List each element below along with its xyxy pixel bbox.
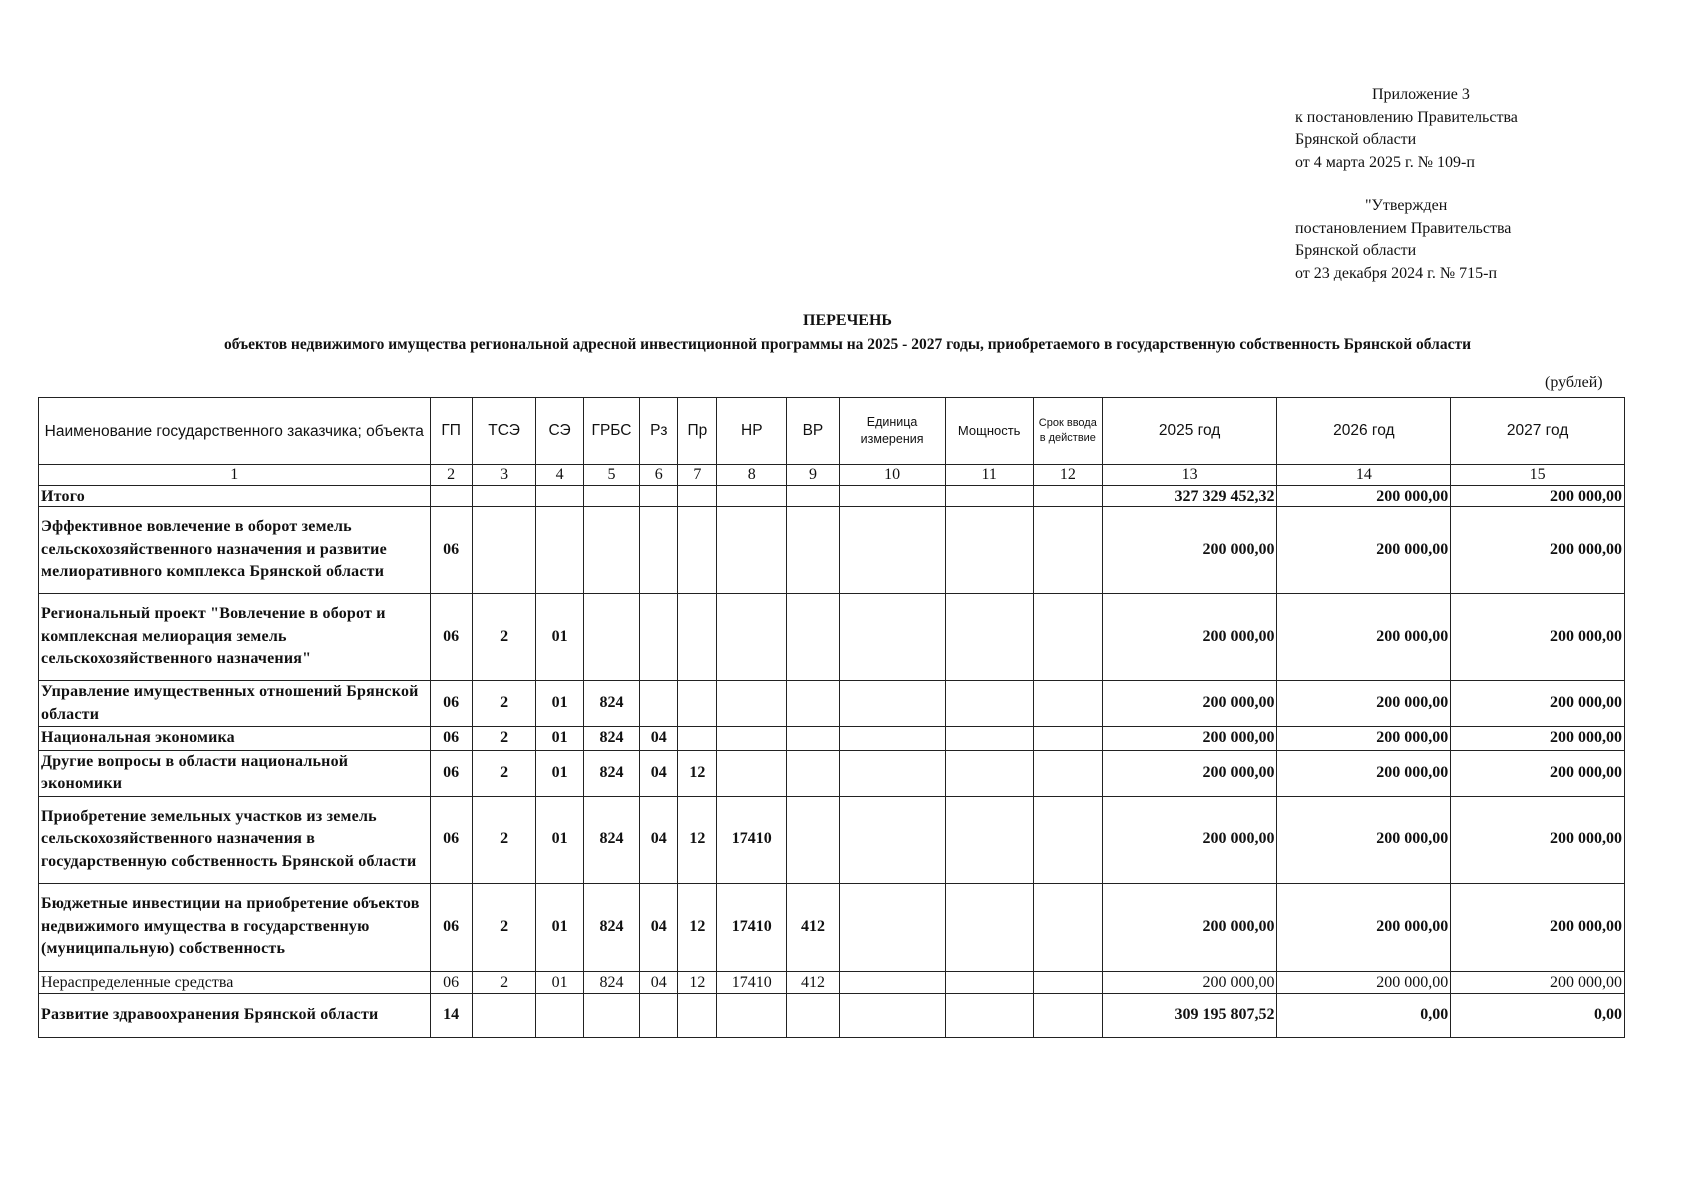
cell-nr	[717, 750, 787, 796]
cell-grbs: 824	[583, 971, 640, 993]
cell-se: 01	[536, 883, 583, 971]
document-title: ПЕРЕЧЕНЬ	[803, 312, 892, 329]
cell-name: Другие вопросы в области национальной экономики	[39, 750, 431, 796]
cell-y2025: 200 000,00	[1102, 883, 1277, 971]
cell-rz	[640, 681, 678, 727]
header-nr: НР	[717, 398, 787, 465]
cell-y2026: 200 000,00	[1277, 681, 1451, 727]
cell-se: 01	[536, 971, 583, 993]
approval-line: от 23 декабря 2024 г. № 715-п	[1295, 264, 1498, 282]
cell-gp: 06	[430, 727, 472, 751]
document-subtitle: объектов недвижимого имущества региональной адресной инвестиционной программы на 2025 - 2027 годы, приобретаемого в государственную собственность Брянской области	[223, 336, 1472, 353]
cell-name: Итого	[39, 486, 431, 507]
cell-y2027: 200 000,00	[1451, 971, 1625, 993]
cell-nr: 17410	[717, 883, 787, 971]
cell-pr	[678, 993, 717, 1037]
cell-y2026: 200 000,00	[1277, 883, 1451, 971]
header-rz: Рз	[640, 398, 678, 465]
cell-tse: 2	[472, 594, 536, 681]
cell-gp: 06	[430, 750, 472, 796]
cell-grbs: 824	[583, 750, 640, 796]
cell-pr	[678, 486, 717, 507]
cell-y2026: 200 000,00	[1277, 727, 1451, 751]
table-row	[39, 883, 1625, 971]
cell-vr	[787, 486, 839, 507]
cell-vr	[787, 681, 839, 727]
cell-capacity	[945, 993, 1033, 1037]
cell-y2025: 200 000,00	[1102, 750, 1277, 796]
cell-y2026: 200 000,00	[1277, 486, 1451, 507]
cell-unit	[839, 796, 945, 883]
cell-name: Бюджетные инвестиции на приобретение объектов недвижимого имущества в государственную (муниципальную) собственность	[39, 883, 431, 971]
cell-vr	[787, 507, 839, 594]
cell-rz: 04	[640, 796, 678, 883]
cell-gp	[430, 486, 472, 507]
cell-y2026: 200 000,00	[1277, 507, 1451, 594]
column-number: 6	[640, 465, 678, 486]
cell-rz	[640, 507, 678, 594]
cell-y2026: 200 000,00	[1277, 971, 1451, 993]
cell-rz	[640, 594, 678, 681]
appendix-line: от 4 марта 2025 г. № 109-п	[1295, 153, 1475, 171]
cell-commissioning	[1033, 681, 1102, 727]
approval-block	[1295, 195, 1511, 285]
cell-tse	[472, 507, 536, 594]
cell-gp: 06	[430, 507, 472, 594]
cell-y2025: 200 000,00	[1102, 796, 1277, 883]
cell-name: Региональный проект "Вовлечение в оборот и комплексная мелиорация земель сельскохозяйственного назначения"	[39, 594, 431, 681]
column-number: 11	[945, 465, 1033, 486]
cell-commissioning	[1033, 507, 1102, 594]
cell-capacity	[945, 750, 1033, 796]
cell-tse: 2	[472, 727, 536, 751]
cell-commissioning	[1033, 993, 1102, 1037]
column-number: 7	[678, 465, 717, 486]
cell-nr	[717, 993, 787, 1037]
appendix-line: к постановлению Правительства	[1295, 108, 1518, 126]
table-row	[39, 727, 1625, 751]
header-grbs: ГРБС	[583, 398, 640, 465]
cell-capacity	[945, 971, 1033, 993]
cell-grbs	[583, 993, 640, 1037]
cell-unit	[839, 971, 945, 993]
units-label: (рублей)	[1545, 374, 1603, 391]
cell-y2027: 200 000,00	[1451, 883, 1625, 971]
cell-tse: 2	[472, 681, 536, 727]
cell-nr	[717, 486, 787, 507]
cell-se	[536, 486, 583, 507]
column-number: 4	[536, 465, 583, 486]
cell-commissioning	[1033, 883, 1102, 971]
cell-name: Приобретение земельных участков из земель сельскохозяйственного назначения в государственную собственность Брянской области	[39, 796, 431, 883]
cell-rz: 04	[640, 727, 678, 751]
cell-unit	[839, 750, 945, 796]
cell-y2025: 200 000,00	[1102, 507, 1277, 594]
column-number: 10	[839, 465, 945, 486]
cell-name: Национальная экономика	[39, 727, 431, 751]
cell-y2025: 309 195 807,52	[1102, 993, 1277, 1037]
cell-name: Нераспределенные средства	[39, 971, 431, 993]
header-se: СЭ	[536, 398, 583, 465]
cell-tse: 2	[472, 883, 536, 971]
cell-capacity	[945, 507, 1033, 594]
cell-pr: 12	[678, 750, 717, 796]
cell-y2027: 200 000,00	[1451, 594, 1625, 681]
cell-commissioning	[1033, 750, 1102, 796]
cell-vr	[787, 750, 839, 796]
cell-nr	[717, 681, 787, 727]
header-gp: ГП	[430, 398, 472, 465]
investment-table	[38, 397, 1625, 1038]
cell-name: Управление имущественных отношений Брянской области	[39, 681, 431, 727]
cell-se: 01	[536, 681, 583, 727]
cell-vr: 412	[787, 883, 839, 971]
appendix-block	[1295, 84, 1518, 174]
table-row	[39, 796, 1625, 883]
cell-pr	[678, 727, 717, 751]
cell-se: 01	[536, 750, 583, 796]
header-unit: Единица измерения	[839, 398, 945, 465]
cell-capacity	[945, 486, 1033, 507]
table-row	[39, 750, 1625, 796]
cell-tse: 2	[472, 971, 536, 993]
appendix-line: Брянской области	[1295, 131, 1417, 148]
cell-commissioning	[1033, 727, 1102, 751]
cell-grbs	[583, 507, 640, 594]
cell-gp: 14	[430, 993, 472, 1037]
header-name: Наименование государственного заказчика; объекта	[39, 398, 431, 465]
header-capacity: Мощность	[945, 398, 1033, 465]
column-number: 8	[717, 465, 787, 486]
cell-y2027: 200 000,00	[1451, 727, 1625, 751]
cell-grbs	[583, 594, 640, 681]
header-y2026: 2026 год	[1277, 398, 1451, 465]
cell-y2025: 200 000,00	[1102, 594, 1277, 681]
cell-grbs	[583, 486, 640, 507]
cell-se: 01	[536, 594, 583, 681]
cell-y2025: 200 000,00	[1102, 681, 1277, 727]
cell-y2025: 200 000,00	[1102, 971, 1277, 993]
table-row	[39, 507, 1625, 594]
cell-capacity	[945, 594, 1033, 681]
cell-unit	[839, 486, 945, 507]
header-y2025: 2025 год	[1102, 398, 1277, 465]
cell-commissioning	[1033, 796, 1102, 883]
cell-vr	[787, 796, 839, 883]
cell-commissioning	[1033, 594, 1102, 681]
table-row	[39, 681, 1625, 727]
cell-rz	[640, 993, 678, 1037]
cell-pr: 12	[678, 883, 717, 971]
cell-tse	[472, 993, 536, 1037]
header-y2027: 2027 год	[1451, 398, 1625, 465]
cell-y2026: 200 000,00	[1277, 594, 1451, 681]
cell-capacity	[945, 883, 1033, 971]
table-row	[39, 594, 1625, 681]
cell-y2027: 200 000,00	[1451, 681, 1625, 727]
cell-nr	[717, 727, 787, 751]
cell-y2027: 200 000,00	[1451, 507, 1625, 594]
column-number: 13	[1102, 465, 1277, 486]
cell-tse: 2	[472, 750, 536, 796]
cell-y2026: 0,00	[1277, 993, 1451, 1037]
column-number: 5	[583, 465, 640, 486]
cell-grbs: 824	[583, 727, 640, 751]
table-row	[39, 486, 1625, 507]
table-row	[39, 971, 1625, 993]
column-number: 2	[430, 465, 472, 486]
cell-se	[536, 507, 583, 594]
header-row	[39, 398, 1625, 465]
cell-vr	[787, 993, 839, 1037]
cell-gp: 06	[430, 594, 472, 681]
cell-se: 01	[536, 796, 583, 883]
cell-y2027: 200 000,00	[1451, 796, 1625, 883]
cell-gp: 06	[430, 796, 472, 883]
cell-y2027: 200 000,00	[1451, 750, 1625, 796]
column-number: 12	[1033, 465, 1102, 486]
cell-unit	[839, 883, 945, 971]
approval-line: "Утвержден	[1365, 197, 1448, 214]
cell-pr: 12	[678, 796, 717, 883]
cell-unit	[839, 594, 945, 681]
approval-line: Брянской области	[1295, 242, 1417, 259]
cell-tse: 2	[472, 796, 536, 883]
header-vr: ВР	[787, 398, 839, 465]
column-number: 3	[472, 465, 536, 486]
cell-vr: 412	[787, 971, 839, 993]
cell-y2027: 0,00	[1451, 993, 1625, 1037]
cell-nr: 17410	[717, 796, 787, 883]
cell-gp: 06	[430, 681, 472, 727]
cell-name: Эффективное вовлечение в оборот земель сельскохозяйственного назначения и развитие мелиоративного комплекса Брянской области	[39, 507, 431, 594]
column-number: 15	[1451, 465, 1625, 486]
cell-grbs: 824	[583, 883, 640, 971]
cell-tse	[472, 486, 536, 507]
cell-unit	[839, 681, 945, 727]
cell-vr	[787, 727, 839, 751]
cell-grbs: 824	[583, 796, 640, 883]
cell-nr: 17410	[717, 971, 787, 993]
column-number: 9	[787, 465, 839, 486]
cell-commissioning	[1033, 971, 1102, 993]
cell-pr	[678, 594, 717, 681]
cell-y2026: 200 000,00	[1277, 750, 1451, 796]
cell-pr: 12	[678, 971, 717, 993]
cell-se: 01	[536, 727, 583, 751]
table-row	[39, 993, 1625, 1037]
cell-se	[536, 993, 583, 1037]
cell-commissioning	[1033, 486, 1102, 507]
cell-rz: 04	[640, 971, 678, 993]
cell-unit	[839, 507, 945, 594]
column-number: 14	[1277, 465, 1451, 486]
appendix-line: Приложение 3	[1372, 86, 1470, 103]
cell-pr	[678, 507, 717, 594]
cell-capacity	[945, 727, 1033, 751]
cell-y2025: 327 329 452,32	[1102, 486, 1277, 507]
cell-unit	[839, 727, 945, 751]
cell-rz	[640, 486, 678, 507]
approval-line: постановлением Правительства	[1295, 219, 1512, 237]
cell-vr	[787, 594, 839, 681]
header-tse: ТСЭ	[472, 398, 536, 465]
cell-nr	[717, 594, 787, 681]
header-pr: Пр	[678, 398, 717, 465]
cell-unit	[839, 993, 945, 1037]
cell-capacity	[945, 796, 1033, 883]
cell-grbs: 824	[583, 681, 640, 727]
cell-y2025: 200 000,00	[1102, 727, 1277, 751]
cell-y2027: 200 000,00	[1451, 486, 1625, 507]
cell-rz: 04	[640, 883, 678, 971]
cell-gp: 06	[430, 971, 472, 993]
header-commissioning: Срок ввода в действие	[1033, 398, 1102, 465]
cell-y2026: 200 000,00	[1277, 796, 1451, 883]
column-number: 1	[39, 465, 431, 486]
cell-rz: 04	[640, 750, 678, 796]
cell-gp: 06	[430, 883, 472, 971]
cell-capacity	[945, 681, 1033, 727]
cell-name: Развитие здравоохранения Брянской области	[39, 993, 431, 1037]
cell-pr	[678, 681, 717, 727]
cell-nr	[717, 507, 787, 594]
column-numbers-row	[39, 465, 1625, 486]
